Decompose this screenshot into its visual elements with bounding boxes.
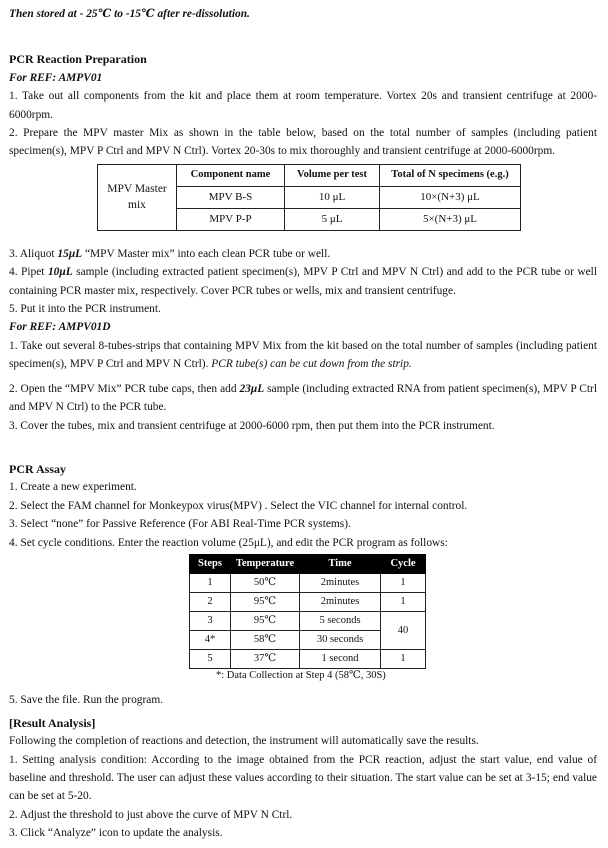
col-header-steps: Steps xyxy=(190,554,231,573)
table-row xyxy=(190,650,426,669)
assay-step-4: 4. Set cycle conditions. Enter the reaction volume (25μL), and edit the PCR program as follows: xyxy=(9,536,448,549)
table-cell: 5×(N+3) μL xyxy=(380,208,521,230)
d-step-1 xyxy=(9,337,597,374)
text-span: sample (including extracted patient specimen(s), MPV P Ctrl and MPV N Ctrl) and add to the PCR tube or well containing PCR master mix, respectively. Cover PCR tubes or wells, mix and transient centrifuge. xyxy=(9,266,598,297)
prep-step-5: 5. Put it into the PCR instrument. xyxy=(9,303,161,316)
d-step-3: 3. Cover the tubes, mix and transient centrifuge at 2000-6000 rpm, then put them into the PCR instrument. xyxy=(9,419,495,432)
volume-emphasis: 15μL xyxy=(57,247,83,260)
result-analysis-heading: [Result Analysis] xyxy=(9,715,96,730)
cycle-conditions-table xyxy=(189,554,426,669)
assay-step-3: 3. Select “none” for Passive Reference (For ABI Real-Time PCR systems). xyxy=(9,518,351,531)
table-cell: 1 xyxy=(381,574,426,593)
prep-step-1: 1. Take out all components from the kit and place them at room temperature. Vortex 20s and transient centrifuge at 2000-6000rpm. xyxy=(9,90,597,121)
prep-step-3 xyxy=(9,245,597,263)
text-span: “MPV Master mix” into each clean PCR tube or well. xyxy=(82,247,331,260)
pcr-prep-heading: PCR Reaction Preparation xyxy=(9,52,147,67)
table-row xyxy=(190,612,426,631)
table-cell: 95℃ xyxy=(231,612,300,631)
text-span: 3. Aliquot xyxy=(9,247,58,260)
table-cell: 2minutes xyxy=(300,574,381,593)
master-mix-table xyxy=(97,164,521,231)
text-span: sample (including extracted RNA from patient specimen(s), MPV P Ctrl and MPV N Ctrl) to the PCR tube. xyxy=(9,382,597,414)
prep-step-2: 2. Prepare the MPV master Mix as shown in the table below, based on the total number of samples (including patient specimen(s), MPV P Ctrl and MPV N Ctrl). Vortex 20-30s to mix thoroughly and transient centrifuge at 2000-6000rpm. xyxy=(9,127,597,158)
table-cell: MPV P-P xyxy=(177,208,285,230)
assay-step-2: 2. Select the FAM channel for Monkeypox virus(MPV) . Select the VIC channel for internal control. xyxy=(9,499,468,512)
prep-step-4 xyxy=(9,263,597,300)
assay-step-1: 1. Create a new experiment. xyxy=(9,481,137,494)
table-cell: 95℃ xyxy=(231,593,300,612)
italic-note: PCR tube(s) can be cut down from the strip. xyxy=(211,358,412,371)
storage-note: Then stored at - 25℃ to -15℃ after re-dissolution. xyxy=(9,8,250,20)
ref-ampv01d-label: For REF: AMPV01D xyxy=(9,321,111,334)
volume-emphasis: 10μL xyxy=(47,266,73,279)
table-cell: 40 xyxy=(381,612,426,650)
assay-step-5: 5. Save the file. Run the program. xyxy=(9,694,164,707)
cycle-table-footnote: *: Data Collection at Step 4 (58℃, 30S) xyxy=(216,670,386,682)
table-cell: 5 seconds xyxy=(300,612,381,631)
volume-emphasis: 23μL xyxy=(239,382,265,395)
table-cell: 50℃ xyxy=(231,574,300,593)
col-header-total: Total of N specimens (e.g.) xyxy=(380,164,521,186)
ref-ampv01-label: For REF: AMPV01 xyxy=(9,71,103,84)
text-span: 2. Open the “MPV Mix” PCR tube caps, then add xyxy=(9,382,240,395)
col-header-cycle: Cycle xyxy=(381,554,426,573)
table-row xyxy=(190,574,426,593)
table-cell: 1 xyxy=(381,650,426,669)
table-cell: MPV B-S xyxy=(177,186,285,208)
table-cell: 30 seconds xyxy=(300,631,381,650)
result-step-3: 3. Click “Analyze” icon to update the analysis. xyxy=(9,827,223,840)
table-cell: 5 xyxy=(190,650,231,669)
col-header-component: Component name xyxy=(177,164,285,186)
table-row xyxy=(190,593,426,612)
text-span: 4. Pipet xyxy=(9,266,48,279)
col-header-temperature: Temperature xyxy=(231,554,300,573)
table-cell: 2minutes xyxy=(300,593,381,612)
result-intro: Following the completion of reactions and detection, the instrument will automatically save the results. xyxy=(9,735,479,748)
table-cell: 1 second xyxy=(300,650,381,669)
table-cell: 5 μL xyxy=(285,208,380,230)
document-page xyxy=(9,5,597,843)
master-mix-row-header: MPV Master mix xyxy=(98,164,177,230)
table-cell: 58℃ xyxy=(231,631,300,650)
table-cell: 2 xyxy=(190,593,231,612)
result-step-1: 1. Setting analysis condition: According to the image obtained from the PCR reaction, adjust the start value, end value of baseline and threshold. The user can adjust these values according to their situation. The start value can be set at 3-15; end value can be set at 5-20. xyxy=(9,753,597,803)
text-span: 1. Take out several 8-tubes-strips that containing MPV Mix from the kit based on the total number of samples (including patient specimen(s), MPV P Ctrl and MPV N Ctrl). xyxy=(9,339,597,371)
col-header-time: Time xyxy=(300,554,381,573)
table-cell: 3 xyxy=(190,612,231,631)
table-cell: 10×(N+3) μL xyxy=(380,186,521,208)
table-cell: 1 xyxy=(381,593,426,612)
table-cell: 10 μL xyxy=(285,186,380,208)
d-step-2 xyxy=(9,380,597,417)
table-cell: 1 xyxy=(190,574,231,593)
table-cell: 4* xyxy=(190,631,231,650)
pcr-assay-heading: PCR Assay xyxy=(9,461,67,476)
table-cell: 37℃ xyxy=(231,650,300,669)
result-step-2: 2. Adjust the threshold to just above the curve of MPV N Ctrl. xyxy=(9,808,293,821)
col-header-volume: Volume per test xyxy=(285,164,380,186)
